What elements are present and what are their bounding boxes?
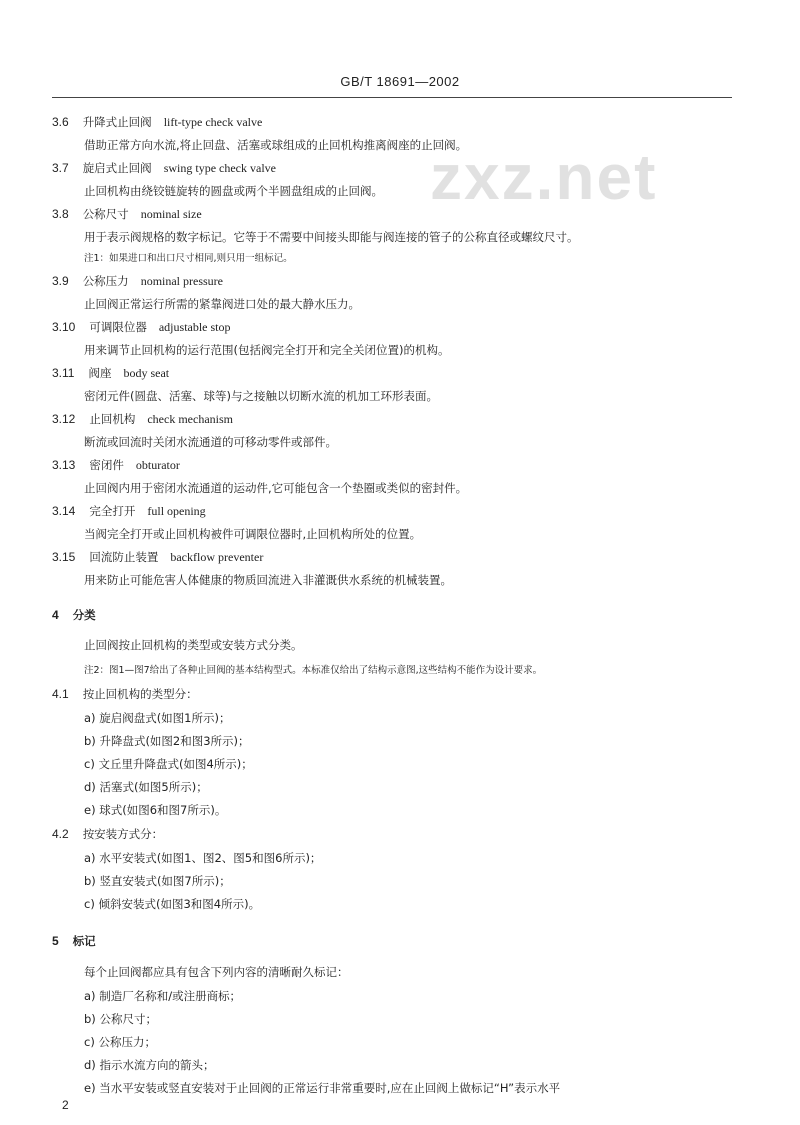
term-heading	[52, 365, 169, 381]
term-definition: 当阀完全打开或止回机构被件可调限位器时,止回机构所处的位置。	[84, 527, 422, 541]
list-item: a) 制造厂名称和/或注册商标；	[84, 989, 242, 1003]
term-heading	[52, 457, 180, 473]
term-en: check mechanism	[147, 412, 233, 426]
term-definition: 止回阀内用于密闭水流通道的运动件,它可能包含一个垫圈或类似的密封件。	[84, 481, 468, 495]
section-note: 注2：图1—图7给出了各种止回阀的基本结构型式。本标准仅给出了结构示意图,这些结构不能作为设计要求。	[84, 665, 543, 676]
term-cn: 阀座	[88, 366, 112, 380]
term-en: lift-type check valve	[163, 115, 263, 129]
list-item: e) 球式(如图6和图7所示)。	[84, 803, 227, 817]
list-item: c) 倾斜安装式(如图3和图4所示)。	[84, 897, 261, 911]
section-intro: 每个止回阀都应具有包含下列内容的清晰耐久标记：	[84, 965, 349, 979]
term-en: adjustable stop	[158, 320, 231, 334]
subsection-title: 按安装方式分：	[82, 827, 164, 841]
section-number: 5	[52, 934, 59, 948]
term-cn: 升降式止回阀	[82, 115, 152, 129]
term-number: 3.10	[52, 320, 76, 334]
term-cn: 完全打开	[89, 504, 136, 518]
page-number: 2	[62, 1098, 69, 1112]
term-number: 3.7	[52, 161, 69, 175]
list-item: c) 文丘里升降盘式(如图4所示)；	[84, 757, 253, 771]
term-heading	[52, 411, 233, 427]
term-number: 3.13	[52, 458, 76, 472]
term-definition: 止回机构由绕铰链旋转的圆盘或两个半圆盘组成的止回阀。	[84, 184, 383, 198]
section-heading	[52, 607, 96, 623]
term-number: 3.14	[52, 504, 76, 518]
term-en: backflow preventer	[170, 550, 264, 564]
term-cn: 可调限位器	[89, 320, 147, 334]
term-cn: 公称尺寸	[82, 207, 129, 221]
section-intro: 止回阀按止回机构的类型或安装方式分类。	[84, 638, 303, 652]
term-en: body seat	[123, 366, 170, 380]
term-number: 3.12	[52, 412, 76, 426]
term-en: swing type check valve	[163, 161, 276, 175]
term-definition: 借助正常方向水流,将止回盘、活塞或球组成的止回机构推离阀座的止回阀。	[84, 138, 468, 152]
term-heading	[52, 549, 263, 565]
subsection-heading	[52, 686, 198, 702]
term-cn: 密闭件	[89, 458, 124, 472]
term-definition: 用于表示阀规格的数字标记。它等于不需要中间接头即能与阀连接的管子的公称直径或螺纹尺寸。	[84, 230, 579, 244]
term-number: 3.9	[52, 274, 69, 288]
watermark: zxz.net	[430, 141, 658, 213]
subsection-number: 4.1	[52, 687, 69, 701]
term-cn: 回流防止装置	[89, 550, 159, 564]
term-number: 3.15	[52, 550, 76, 564]
list-item: b) 升降盘式(如图2和图3所示)；	[84, 734, 250, 748]
term-definition: 用来防止可能危害人体健康的物质回流进入非灌溉供水系统的机械装置。	[84, 573, 452, 587]
section-title: 标记	[72, 934, 96, 948]
term-en: obturator	[135, 458, 180, 472]
list-item: a) 水平安装式(如图1、图2、图5和图6所示)；	[84, 851, 322, 865]
term-number: 3.8	[52, 207, 69, 221]
subsection-number: 4.2	[52, 827, 69, 841]
section-title: 分类	[72, 608, 96, 622]
term-cn: 公称压力	[82, 274, 129, 288]
term-heading	[52, 206, 202, 222]
term-en: nominal size	[140, 207, 202, 221]
header-rule	[52, 97, 732, 98]
term-definition: 用来调节止回机构的运行范围(包括阀完全打开和完全关闭位置)的机构。	[84, 343, 450, 357]
subsection-heading	[52, 826, 163, 842]
list-item: d) 活塞式(如图5所示)；	[84, 780, 208, 794]
term-en: full opening	[147, 504, 206, 518]
term-definition: 密闭元件(圆盘、活塞、球等)与之接触以切断水流的机加工环形表面。	[84, 389, 438, 403]
list-item: a) 旋启阀盘式(如图1所示)；	[84, 711, 231, 725]
list-item: b) 公称尺寸；	[84, 1012, 157, 1026]
subsection-title: 按止回机构的类型分：	[82, 687, 198, 701]
term-cn: 止回机构	[89, 412, 136, 426]
term-heading	[52, 273, 223, 289]
term-en: nominal pressure	[140, 274, 223, 288]
list-item: b) 竖直安装式(如图7所示)；	[84, 874, 231, 888]
list-item: d) 指示水流方向的箭头；	[84, 1058, 215, 1072]
list-item: c) 公称压力；	[84, 1035, 156, 1049]
term-heading	[52, 503, 206, 519]
list-item: e) 当水平安装或竖直安装对于止回阀的正常运行非常重要时,应在止回阀上做标记“H”表示水平	[84, 1081, 561, 1095]
section-number: 4	[52, 608, 59, 622]
term-cn: 旋启式止回阀	[82, 161, 152, 175]
term-number: 3.11	[52, 366, 75, 380]
term-number: 3.6	[52, 115, 69, 129]
term-heading	[52, 319, 231, 335]
term-definition: 断流或回流时关闭水流通道的可移动零件或部件。	[84, 435, 337, 449]
section-heading	[52, 933, 96, 949]
term-heading	[52, 160, 276, 176]
term-note: 注1：如果进口和出口尺寸相同,则只用一组标记。	[84, 253, 293, 264]
term-definition: 止回阀正常运行所需的紧靠阀进口处的最大静水压力。	[84, 297, 360, 311]
term-heading	[52, 114, 262, 130]
standard-header: GB/T 18691—2002	[340, 74, 460, 89]
